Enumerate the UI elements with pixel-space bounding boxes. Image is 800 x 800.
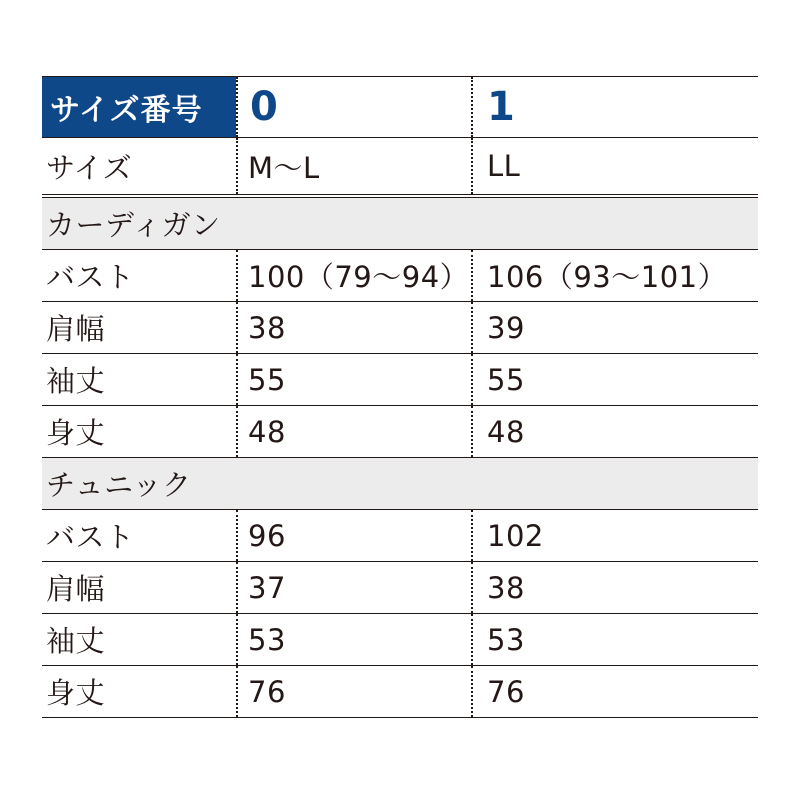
row-value-1: 53 (471, 614, 758, 665)
row-value-1: 102 (471, 510, 758, 561)
size-value-0: M～L (236, 138, 471, 194)
size-label: サイズ (46, 150, 133, 185)
section-title: カーディガン (46, 208, 221, 242)
table-row (42, 250, 758, 302)
row-value-0: 38 (236, 302, 471, 353)
row-label: 袖丈 (46, 624, 106, 658)
size-table (42, 76, 758, 718)
row-value-0: 96 (236, 510, 471, 561)
size-value-1: LL (471, 138, 758, 194)
row-value-1: 76 (471, 666, 758, 717)
section-header-tunic (42, 458, 758, 510)
size-row (42, 138, 758, 198)
row-label: バスト (46, 260, 135, 294)
header-row (42, 76, 758, 138)
row-value-0: 76 (236, 666, 471, 717)
row-value-1: 48 (471, 406, 758, 457)
row-value-1: 106（93～101） (471, 250, 758, 301)
table-row (42, 614, 758, 666)
row-label: 肩幅 (46, 312, 106, 346)
table-row (42, 354, 758, 406)
table-row (42, 510, 758, 562)
row-label: 身丈 (46, 416, 106, 450)
row-label: 身丈 (46, 676, 106, 710)
row-value-0: 48 (236, 406, 471, 457)
row-value-0: 100（79～94） (236, 250, 471, 301)
row-label: バスト (46, 520, 135, 554)
size-number-0: 0 (236, 77, 471, 137)
row-label: 袖丈 (46, 364, 106, 398)
row-label: 肩幅 (46, 572, 106, 606)
section-title: チュニック (46, 468, 192, 502)
size-number-1: 1 (471, 77, 758, 137)
table-row (42, 666, 758, 718)
row-value-1: 39 (471, 302, 758, 353)
size-number-label: サイズ番号 (42, 77, 236, 137)
row-value-1: 38 (471, 562, 758, 613)
table-row (42, 562, 758, 614)
row-value-0: 55 (236, 354, 471, 405)
row-value-1: 55 (471, 354, 758, 405)
row-value-0: 37 (236, 562, 471, 613)
section-header-cardigan (42, 198, 758, 250)
table-row (42, 302, 758, 354)
table-row (42, 406, 758, 458)
row-value-0: 53 (236, 614, 471, 665)
